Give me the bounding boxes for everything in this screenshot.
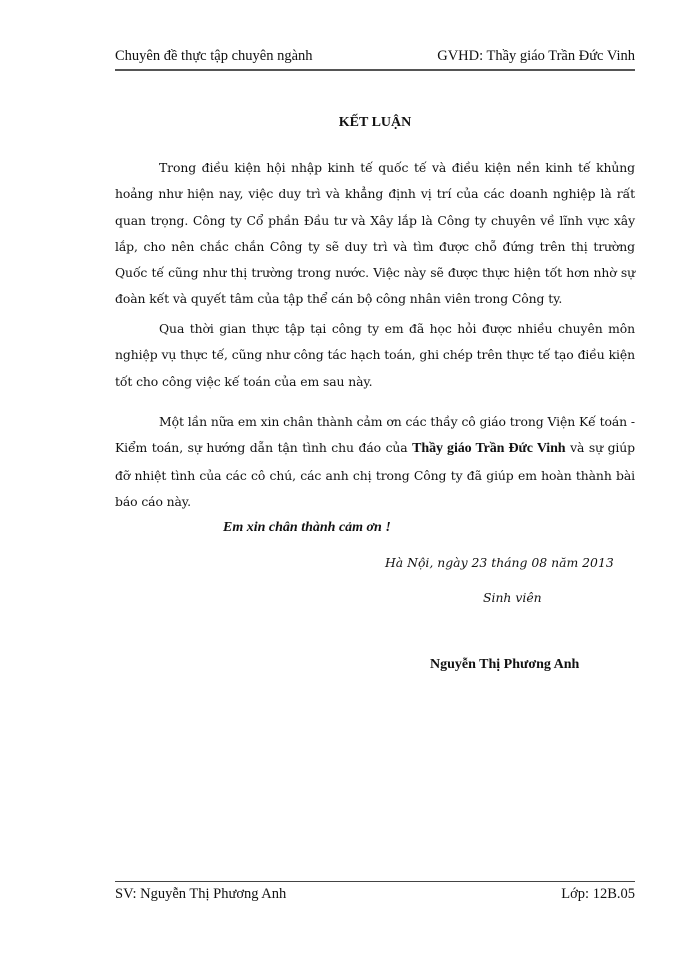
- header-divider: [115, 69, 635, 71]
- footer-divider: [115, 881, 635, 882]
- paragraph-2: [115, 316, 635, 395]
- paragraph-1-text: Trong điều kiện hội nhập kinh tế quốc tế và điều kiện nền kinh tế khủng hoảng như hiện nay, việc duy trì và khẳng định vị trí của các doanh nghiệp là rất quan trọng. Công ty Cổ phần Đầu tư và Xây lắp là Công ty chuyên về lĩnh vực xây lắp, cho nên chắc chắn Công ty sẽ duy trì và tìm được chỗ đứng trên thị trường Quốc tế cũng như thị trường trong nước. Việc này sẽ được thực hiện tốt hơn nhờ sự đoàn kết và quyết tâm của tập thể cán bộ công nhân viên trong Công ty.: [115, 160, 635, 307]
- paragraph-1: [115, 155, 635, 313]
- page-footer: [115, 884, 635, 904]
- paragraph-2-text: Qua thời gian thực tập tại công ty em đã học hỏi được nhiều chuyên môn nghiệp vụ thực tế, cũng như công tác hạch toán, ghi chép trên thực tế tạo điều kiện tốt cho công việc kế toán của em sau này.: [115, 321, 635, 389]
- footer-student: SV: Nguyễn Thị Phương Anh: [115, 886, 287, 902]
- header-supervisor: GVHD: Thầy giáo Trần Đức Vinh: [437, 48, 635, 64]
- supervisor-name-bold: Thầy giáo Trần Đức Vinh: [412, 441, 566, 457]
- paragraph-3-text-end: và sự giúp đỡ nhiệt tình của các cô chú, các anh chị trong Công ty đã giúp em hoàn thành bài báo cáo này.: [115, 440, 635, 509]
- thanks-line: Em xin chân thành cảm ơn !: [223, 520, 391, 535]
- paragraph-3: [115, 409, 635, 515]
- signer-name: Nguyễn Thị Phương Anh: [430, 657, 580, 672]
- page-header: [115, 46, 635, 66]
- page-title: KẾT LUẬN: [338, 115, 412, 130]
- paragraph-3-text-start: Một lần nữa em xin chân thành cảm ơn các thầy cô giáo trong Viện Kế toán - Kiểm toán, sự hướng dẫn tận tình chu đáo của: [115, 414, 635, 456]
- date-line: Hà Nội, ngày 23 tháng 08 năm 2013: [385, 555, 614, 570]
- signer-role: Sinh viên: [483, 590, 542, 605]
- header-subject: Chuyên đề thực tập chuyên ngành: [115, 48, 313, 64]
- footer-class: Lớp: 12B.05: [561, 886, 635, 902]
